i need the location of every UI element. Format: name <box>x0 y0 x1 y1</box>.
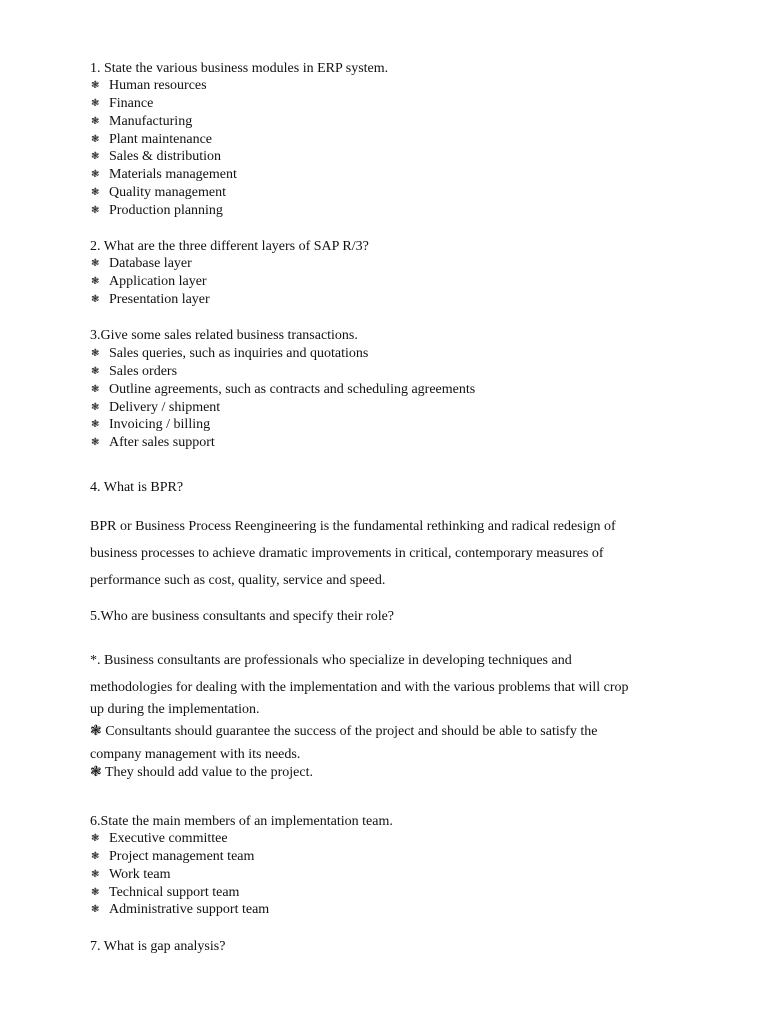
list-item: ❃ Plant maintenance <box>91 131 213 147</box>
star-bullet-icon: ❃ <box>91 850 100 862</box>
paragraph-line: performance such as cost, quality, service and speed. <box>90 573 386 588</box>
list-item: ❃ Materials management <box>91 167 237 183</box>
question-3: 3.Give some sales related business transactions. <box>90 328 358 343</box>
paragraph-line: company management with its needs. <box>90 746 301 762</box>
star-bullet-icon: ❃ <box>91 419 100 431</box>
paragraph-line: BPR or Business Process Reengineering is the fundamental rethinking and radical redesign of <box>90 519 616 534</box>
list-item: ❃ Quality management <box>91 185 227 201</box>
paragraph-line: methodologies for dealing with the implementation and with the various problems that will crop <box>90 679 629 695</box>
star-bullet-icon: ❃ <box>91 151 100 163</box>
star-bullet-icon: ❃ <box>91 204 100 216</box>
list-item: ❃ Delivery / shipment <box>91 399 221 415</box>
star-bullet-icon: ❃ <box>91 115 100 127</box>
question-7: 7. What is gap analysis? <box>90 939 226 954</box>
list-item: ❃ Manufacturing <box>91 113 193 129</box>
list-item: ❃ Project management team <box>91 848 255 864</box>
list-item: ❃ Invoicing / billing <box>91 417 211 433</box>
list-item: ❃ Outline agreements, such as contracts and scheduling agreements <box>91 381 476 397</box>
star-bullet-icon: ❃ <box>91 133 100 145</box>
star-bullet-icon: ❃ <box>91 293 100 305</box>
consultants-answer <box>90 648 690 782</box>
star-bullet-icon: ❃ <box>91 80 100 91</box>
question-2: 2. What are the three different layers of SAP R/3? <box>90 239 369 254</box>
list-item: ❃ Sales queries, such as inquiries and quotations <box>91 346 369 361</box>
list-item: ❃ Finance <box>91 95 154 111</box>
list-item: ❃ Executive committee <box>91 831 228 846</box>
list-item: ❃ Production planning <box>91 202 223 218</box>
paragraph-line: ❃ They should add value to the project. <box>90 764 313 780</box>
list-item: ❃ Administrative support team <box>91 902 270 918</box>
star-bullet-icon: ❃ <box>91 886 100 898</box>
list-item: ❃ Database layer <box>91 256 192 271</box>
list-implementation-team <box>91 830 269 919</box>
star-bullet-icon: ❃ <box>91 904 100 916</box>
list-erp-modules <box>91 77 237 220</box>
list-item: ❃ Sales orders <box>91 363 178 379</box>
star-bullet-icon: ❃ <box>91 275 100 287</box>
question-6: 6.State the main members of an implementation team. <box>90 814 393 829</box>
question-5: 5.Who are business consultants and specify their role? <box>90 609 395 624</box>
list-item: ❃ Technical support team <box>91 884 240 900</box>
question-1: 1. State the various business modules in ERP system. <box>90 61 389 76</box>
star-bullet-icon: ❃ <box>91 348 100 359</box>
star-bullet-icon: ❃ <box>91 437 100 449</box>
star-bullet-icon: ❃ <box>91 97 100 109</box>
star-bullet-icon: ❃ <box>91 258 100 269</box>
star-bullet-icon: ❃ <box>91 169 100 181</box>
star-bullet-icon: ❃ <box>91 365 100 377</box>
list-item: ❃ After sales support <box>91 435 215 451</box>
star-bullet-icon: ❃ <box>91 187 100 199</box>
star-bullet-icon: ❃ <box>91 868 100 880</box>
list-item: ❃ Application layer <box>91 273 207 289</box>
list-sap-layers <box>91 255 210 309</box>
list-item: ❃ Human resources <box>91 78 207 93</box>
paragraph-line: up during the implementation. <box>90 702 260 717</box>
star-bullet-icon: ❃ <box>91 383 100 395</box>
paragraph-line: ❃ Consultants should guarantee the success of the project and should be able to satisfy the <box>90 724 598 739</box>
bpr-answer <box>90 513 690 594</box>
paragraph-line: *. Business consultants are professionals who specialize in developing techniques and <box>90 653 572 668</box>
list-item: ❃ Work team <box>91 866 171 882</box>
list-item: ❃ Sales & distribution <box>91 149 221 165</box>
list-item: ❃ Presentation layer <box>91 291 210 307</box>
list-sales-transactions <box>91 345 475 452</box>
star-bullet-icon: ❃ <box>91 833 100 844</box>
paragraph-line: business processes to achieve dramatic improvements in critical, contemporary measures of <box>90 546 604 561</box>
star-bullet-icon: ❃ <box>91 401 100 413</box>
question-4: 4. What is BPR? <box>90 480 184 495</box>
